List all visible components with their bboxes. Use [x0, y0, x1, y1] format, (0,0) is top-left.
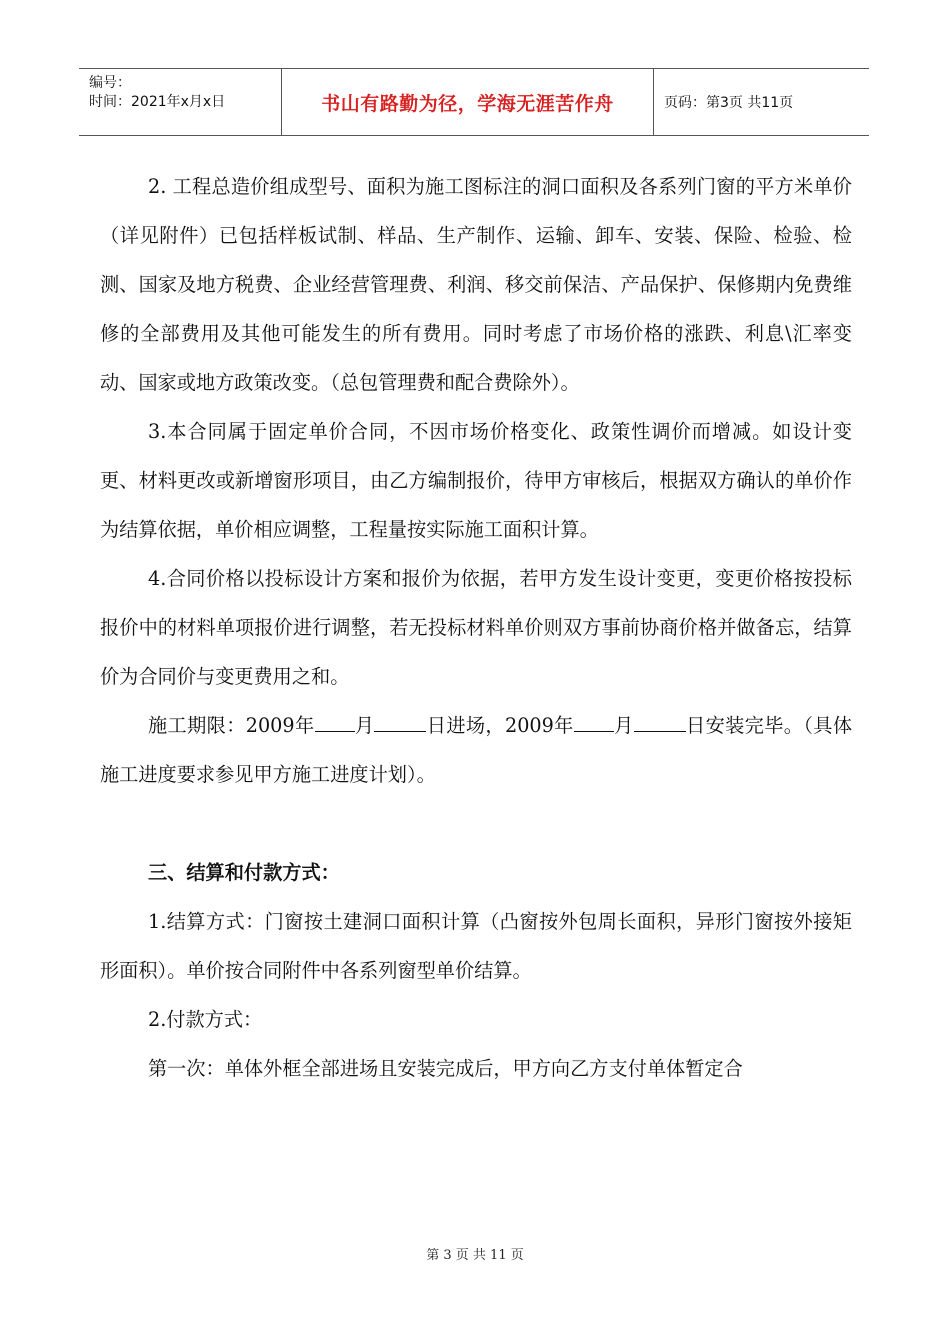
period-text-4: 月: [613, 714, 634, 737]
paragraph-fixed-unit-price: 3.本合同属于固定单价合同，不因市场价格变化、政策性调价而增减。如设计变更、材料更改或新增窗形项目，由乙方编制报价，待甲方审核后，根据双方确认的单价作为结算依据，单价相应调整，工程量按实际施工面积计算。: [100, 420, 852, 541]
section-3-heading: 三、结算和付款方式：: [148, 861, 340, 884]
document-body: [100, 162, 852, 1093]
paragraph-payment-method: 2.付款方式：: [148, 1008, 263, 1031]
period-text-2: 月: [354, 714, 375, 737]
page-footer: 第 3 页 共 11 页: [426, 1248, 524, 1263]
header-motto-cell: [281, 69, 654, 135]
header-meta: [79, 69, 281, 135]
document-time-label: 时间：2021年x月x日: [89, 94, 226, 110]
period-text-3: 日进场，2009年: [426, 714, 574, 737]
paragraph-settlement-method: 1.结算方式：门窗按土建洞口面积计算（凸窗按外包周长面积，异形门窗按外接矩形面积）。单价按合同附件中各系列窗型单价结算。: [100, 910, 852, 982]
period-text-1: 施工期限：2009年: [148, 714, 315, 737]
paragraph-first-payment: 第一次：单体外框全部进场且安装完成后，甲方向乙方支付单体暂定合: [148, 1057, 743, 1080]
blank-start-day: [374, 730, 426, 732]
paragraph-price-basis: 4.合同价格以投标设计方案和报价为依据，若甲方发生设计变更，变更价格按投标报价中的材料单项报价进行调整，若无投标材料单价则双方事前协商价格并做备忘，结算价为合同价与变更费用之和。: [100, 567, 852, 688]
document-number-label: 编号：: [89, 75, 131, 91]
paragraph-construction-period: [100, 701, 852, 799]
header-motto: 书山有路勤为径，学海无涯苦作舟: [321, 92, 614, 115]
header-page-info: 页码：第3页 共11页: [664, 95, 794, 111]
section-gap: [100, 799, 852, 848]
paragraph-price-composition: 2. 工程总造价组成型号、面积为施工图标注的洞口面积及各系列门窗的平方米单价（详见附件）已包括样板试制、样品、生产制作、运输、卸车、安装、保险、检验、检测、国家及地方税费、企业经营管理费、利润、移交前保洁、产品保护、保修期内免费维修的全部费用及其他可能发生的所有费用。同时考虑了市场价格的涨跌、利息\汇率变动、国家或地方政策改变。（总包管理费和配合费除外）。: [100, 175, 852, 394]
blank-end-day: [634, 730, 686, 732]
blank-end-month: [574, 730, 614, 732]
blank-start-month: [315, 730, 355, 732]
page-header: [79, 68, 869, 136]
period-text-5: 日安装完毕。（具体施工进度要求参见甲方施工进度计划）。: [100, 714, 853, 786]
